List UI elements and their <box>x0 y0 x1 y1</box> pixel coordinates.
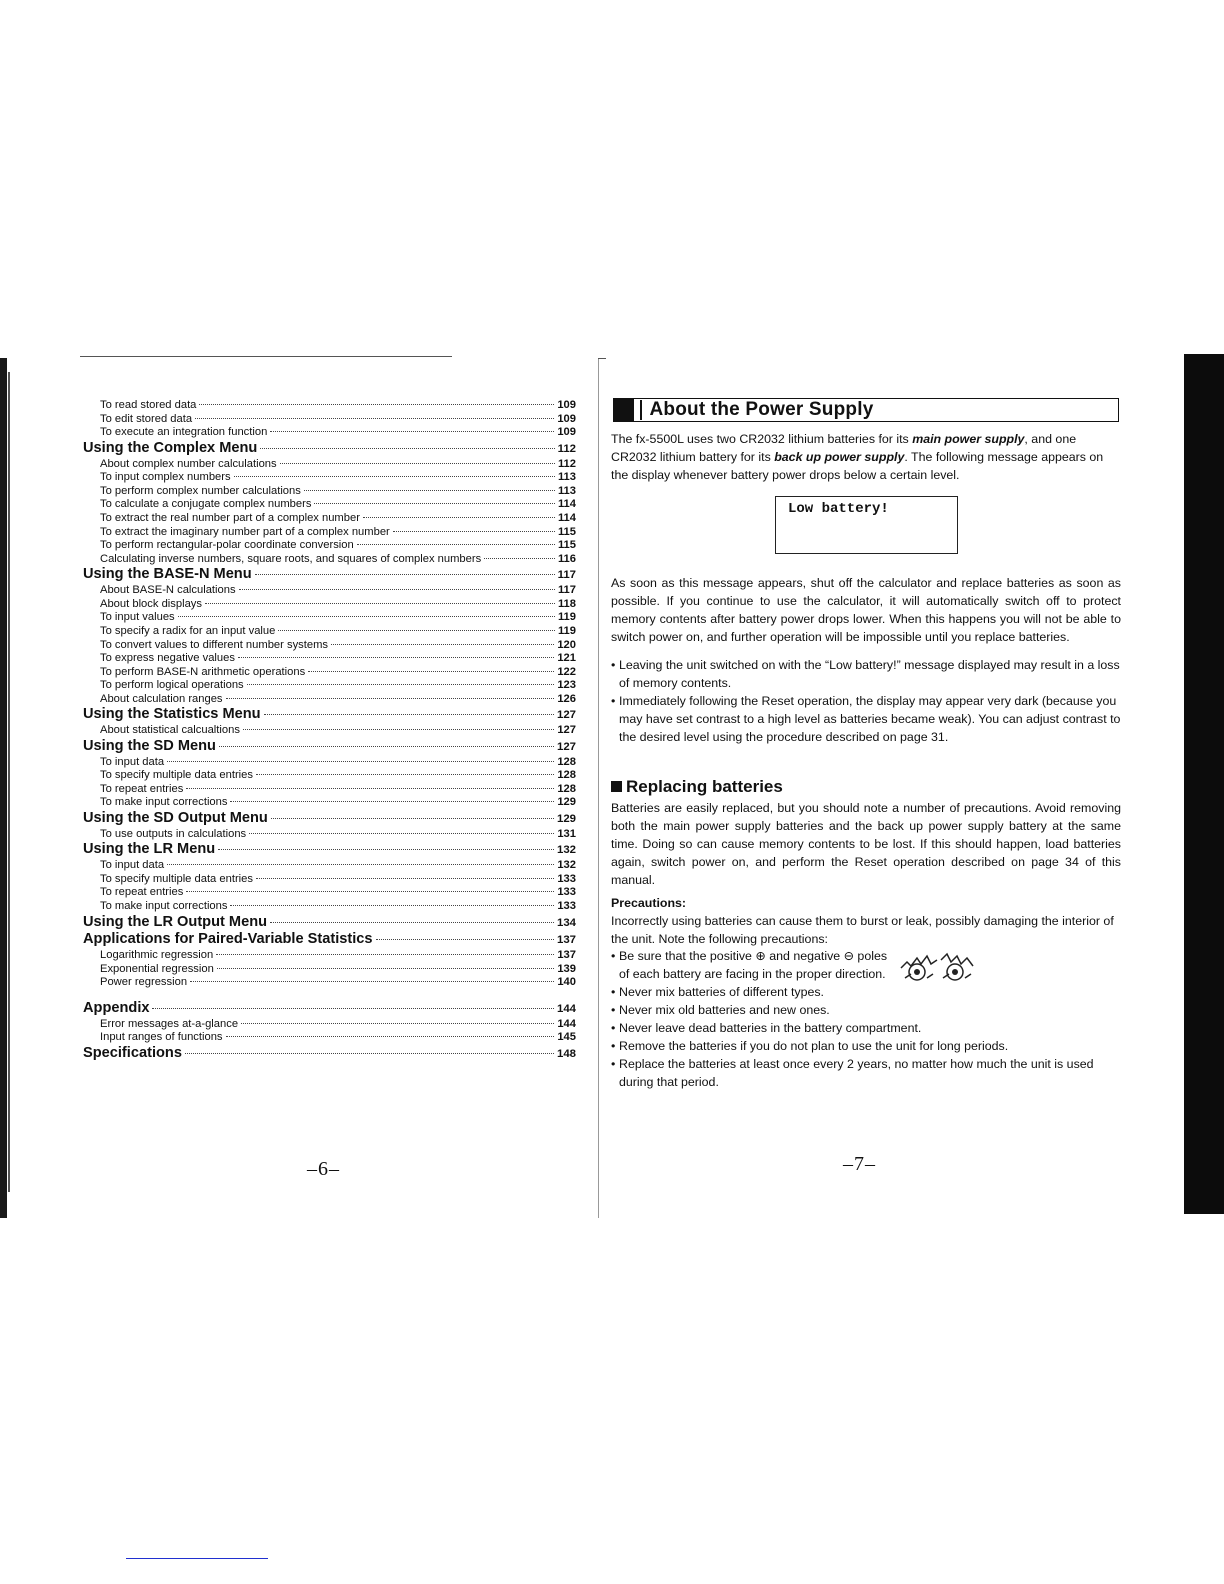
toc-entry <box>80 399 576 413</box>
toc-entry <box>80 873 576 887</box>
toc-title: About complex number calculations <box>100 457 277 470</box>
toc-title: Specifications <box>83 1044 182 1061</box>
toc-leader-dots <box>278 630 555 631</box>
page-divider-tick <box>598 358 606 359</box>
toc-entry <box>80 485 576 499</box>
toc-leader-dots <box>243 729 554 730</box>
toc-page: 109 <box>557 426 576 439</box>
toc-title: To make input corrections <box>100 900 228 912</box>
toc-title: Using the LR Menu <box>83 841 216 858</box>
toc-leader-dots <box>226 1036 555 1037</box>
replacing-heading-wrap <box>611 778 1121 796</box>
toc-entry <box>80 584 576 598</box>
toc-page: 132 <box>556 844 576 857</box>
toc-leader-dots <box>484 558 555 559</box>
toc-page: 115 <box>557 525 576 538</box>
toc-title: To perform rectangular-polar coordinate conversion <box>100 539 354 552</box>
intro-text-a: The fx-5500L uses two CR2032 lithium batteries for its <box>611 432 913 446</box>
toc-leader-dots <box>308 671 554 672</box>
toc-title: To input values <box>100 611 175 624</box>
toc-page: 119 <box>557 624 576 637</box>
toc-entry <box>80 859 576 873</box>
toc-page: 109 <box>557 399 576 411</box>
toc-page: 127 <box>556 740 576 753</box>
toc-title: Logarithmic regression <box>100 949 214 962</box>
toc-section <box>80 1045 576 1063</box>
toc-title: To extract the real number part of a complex number <box>100 511 360 524</box>
toc-leader-dots <box>167 864 554 865</box>
heading-block-marker <box>614 399 634 421</box>
toc-entry <box>80 976 576 990</box>
toc-title: To specify a radix for an input value <box>100 624 276 637</box>
toc-leader-dots <box>217 968 555 969</box>
toc-leader-dots <box>219 746 554 747</box>
toc-leader-dots <box>376 939 554 940</box>
toc-entry <box>80 769 576 783</box>
toc-leader-dots <box>205 603 555 604</box>
toc-entry <box>80 526 576 540</box>
toc-page: 109 <box>557 412 576 425</box>
toc-title: To execute an integration function <box>100 426 268 439</box>
toc-title: To repeat entries <box>100 886 184 899</box>
toc-leader-dots <box>230 801 554 802</box>
toc-title: To extract the imaginary number part of a complex number <box>100 525 390 538</box>
intro-backup-power: back up power supply <box>774 450 905 464</box>
toc-entry <box>80 796 576 810</box>
toc-page: 121 <box>557 652 576 665</box>
toc-page: 119 <box>557 611 576 624</box>
toc-page: 126 <box>557 692 576 705</box>
toc-page: 122 <box>557 665 576 678</box>
toc-entry <box>80 625 576 639</box>
toc-title: To make input corrections <box>100 796 228 809</box>
toc-section <box>80 1000 576 1018</box>
toc-page: 114 <box>557 511 576 524</box>
toc-leader-dots <box>199 404 554 405</box>
toc-title: Power regression <box>100 976 188 989</box>
toc-title: To perform BASE-N arithmetic operations <box>100 665 306 678</box>
toc-page: 145 <box>557 1031 576 1044</box>
toc-title: To input data <box>100 859 165 872</box>
toc-page: 117 <box>557 584 576 597</box>
toc-leader-dots <box>256 774 554 775</box>
precaution-item: • Never mix old batteries and new ones. <box>611 1001 1121 1019</box>
precaution-item: • Be sure that the positive ⊕ and negative ⊖ poles of each battery are facing in the proper direction. <box>611 947 899 983</box>
toc-title: To calculate a conjugate complex numbers <box>100 498 312 511</box>
toc-leader-dots <box>314 503 555 504</box>
toc-title: About BASE-N calculations <box>100 584 236 597</box>
precautions-heading <box>611 894 1121 912</box>
toc-entry <box>80 652 576 666</box>
toc-title: To specify multiple data entries <box>100 872 253 885</box>
toc-page: 148 <box>556 1047 576 1060</box>
toc-entry <box>80 471 576 485</box>
notes-list <box>611 656 1121 746</box>
toc-page: 128 <box>557 782 576 795</box>
page-number-right: –7– <box>843 1153 876 1175</box>
replacing-paragraph: Batteries are easily replaced, but you should note a number of precautions. Avoid removing both the main power supply batteries and the back up power supply battery at the same time. Doing so can cause memory contents to be lost. If this should happen, load batteries again, switch power on, and perform the Reset operation described on page 34 of this manual. <box>611 801 1121 887</box>
toc-entry <box>80 666 576 680</box>
section-heading: About the Power Supply <box>649 399 874 420</box>
toc-entry <box>80 413 576 427</box>
toc-leader-dots <box>393 531 555 532</box>
page-number-left: –6– <box>307 1158 340 1180</box>
toc-page: 128 <box>557 755 576 768</box>
toc-entry <box>80 611 576 625</box>
toc-page: 112 <box>557 442 576 455</box>
toc-leader-dots <box>241 1023 554 1024</box>
toc-section <box>80 738 576 756</box>
toc-entry <box>80 426 576 440</box>
toc-title: To perform logical operations <box>100 679 244 692</box>
toc-page: 129 <box>556 813 576 826</box>
toc-page: 137 <box>556 934 576 947</box>
toc-leader-dots <box>256 878 554 879</box>
toc-leader-dots <box>247 684 555 685</box>
page-edge-left <box>0 358 7 1218</box>
heading-bar <box>640 400 642 420</box>
toc-page: 127 <box>556 709 576 722</box>
toc-title: To edit stored data <box>100 412 193 425</box>
toc-title: Using the Statistics Menu <box>83 706 261 723</box>
page-divider <box>598 358 599 1218</box>
toc-page: 120 <box>557 638 576 651</box>
precaution-item: • Remove the batteries if you do not plan to use the unit for long periods. <box>611 1037 1121 1055</box>
toc-page: 129 <box>557 796 576 809</box>
toc-title: To use outputs in calculations <box>100 827 247 840</box>
precautions-intro: Incorrectly using batteries can cause them to burst or leak, possibly damaging the interior of the unit. Note the following precautions: <box>611 914 1114 946</box>
toc-entry <box>80 498 576 512</box>
toc-page: 132 <box>557 859 576 872</box>
toc-page: 144 <box>556 1002 576 1015</box>
display-message: Low battery! <box>788 501 889 517</box>
toc-entry <box>80 963 576 977</box>
battery-burst-illustration <box>897 948 979 984</box>
page-edge-left-inner <box>8 372 10 1192</box>
toc-entry <box>80 639 576 653</box>
toc-page: 113 <box>557 484 576 497</box>
toc-title: Using the SD Output Menu <box>83 810 268 827</box>
toc-title: Using the BASE-N Menu <box>83 566 252 583</box>
toc-leader-dots <box>271 818 554 819</box>
toc-page: 113 <box>557 471 576 484</box>
toc-leader-dots <box>178 616 555 617</box>
toc-leader-dots <box>270 431 554 432</box>
toc-page: 112 <box>557 457 576 470</box>
precaution-item: • Never leave dead batteries in the battery compartment. <box>611 1019 1121 1037</box>
toc-entry <box>80 756 576 770</box>
toc-title: Using the SD Menu <box>83 737 216 754</box>
toc-page: 131 <box>557 827 576 840</box>
toc-entry <box>80 949 576 963</box>
toc-leader-dots <box>331 644 554 645</box>
page-edge-right <box>1184 354 1224 1214</box>
toc-section <box>80 931 576 949</box>
toc-page: 140 <box>557 976 576 989</box>
toc-leader-dots <box>249 833 554 834</box>
toc-entry <box>80 724 576 738</box>
toc-entry <box>80 512 576 526</box>
toc-title: To input data <box>100 755 165 768</box>
toc-entry <box>80 679 576 693</box>
toc-leader-dots <box>239 589 555 590</box>
toc-title: Applications for Paired-Variable Statistics <box>83 931 373 948</box>
toc-title: About statistical calcualtions <box>100 724 240 737</box>
toc-leader-dots <box>195 418 554 419</box>
toc-title: Using the LR Output Menu <box>83 913 268 930</box>
toc-title: Exponential regression <box>100 962 214 975</box>
toc-entry <box>80 828 576 842</box>
toc-leader-dots <box>152 1008 554 1009</box>
toc-title: To express negative values <box>100 652 235 665</box>
toc-title: To convert values to different number systems <box>100 638 328 651</box>
toc-page: 127 <box>557 724 576 737</box>
toc-leader-dots <box>167 761 554 762</box>
toc-title: To perform complex number calculations <box>100 484 301 497</box>
toc-section <box>80 841 576 859</box>
toc-entry <box>80 539 576 553</box>
toc-title: To input complex numbers <box>100 471 231 484</box>
toc-leader-dots <box>185 1053 554 1054</box>
bottom-link-line <box>126 1558 268 1559</box>
section-heading-box <box>613 398 1119 422</box>
toc-page: 137 <box>557 949 576 962</box>
toc-title: To specify multiple data entries <box>100 769 253 782</box>
toc-entry <box>80 900 576 914</box>
toc-leader-dots <box>357 544 555 545</box>
toc-title: Input ranges of functions <box>100 1031 223 1044</box>
intro-text-e: . The following message appears on the display whenever battery power drops below a certain level. <box>611 450 1104 482</box>
intro-text-c: , and one CR2032 lithium battery for its <box>611 432 1077 464</box>
toc-leader-dots <box>230 905 554 906</box>
toc-leader-dots <box>264 714 554 715</box>
note-item: • Leaving the unit switched on with the “Low battery!” message displayed may result in a loss of memory contents. <box>611 656 1121 692</box>
toc-section <box>80 706 576 724</box>
toc-leader-dots <box>186 788 554 789</box>
replacing-heading <box>611 778 1121 796</box>
top-rule <box>80 356 452 357</box>
toc-entry <box>80 458 576 472</box>
toc-title: About block displays <box>100 597 202 610</box>
toc-page: 133 <box>557 900 576 912</box>
toc-section <box>80 566 576 584</box>
toc-title: To read stored data <box>100 399 197 411</box>
toc-section <box>80 810 576 828</box>
toc-page: 118 <box>557 597 576 610</box>
toc-leader-dots <box>363 517 555 518</box>
toc-entry <box>80 1031 576 1045</box>
toc-leader-dots <box>216 954 554 955</box>
toc-entry <box>80 886 576 900</box>
toc-leader-dots <box>226 698 555 699</box>
toc-entry <box>80 783 576 797</box>
toc-page: 117 <box>557 569 576 582</box>
toc-title: Error messages at-a-glance <box>100 1017 239 1030</box>
toc-page: 133 <box>557 886 576 899</box>
square-bullet-icon <box>611 781 622 792</box>
toc-entry <box>80 553 576 567</box>
precaution-item: • Never mix batteries of different types. <box>611 983 1121 1001</box>
precautions-list <box>611 947 1121 1091</box>
toc-title: About calculation ranges <box>100 692 223 705</box>
toc-leader-dots <box>218 849 554 850</box>
precautions-heading-text: Precautions: <box>611 896 687 910</box>
display-message-box <box>775 496 958 554</box>
toc-page: 144 <box>557 1017 576 1030</box>
toc-title: Appendix <box>83 999 150 1016</box>
toc-section <box>80 440 576 458</box>
replacing-heading-text: Replacing batteries <box>626 777 783 796</box>
toc-leader-dots <box>190 981 554 982</box>
toc-page: 139 <box>557 962 576 975</box>
toc-leader-dots <box>234 476 555 477</box>
toc-title: Using the Complex Menu <box>83 439 258 456</box>
toc-leader-dots <box>280 463 555 464</box>
toc-title: To repeat entries <box>100 782 184 795</box>
toc-leader-dots <box>255 574 555 575</box>
toc-entry <box>80 1018 576 1032</box>
intro-paragraph <box>611 430 1121 484</box>
toc-leader-dots <box>260 448 554 449</box>
toc-section <box>80 914 576 932</box>
toc-leader-dots <box>270 922 554 923</box>
toc-entry <box>80 693 576 707</box>
toc-page: 114 <box>557 498 576 511</box>
toc-leader-dots <box>304 490 555 491</box>
note-item: • Immediately following the Reset operation, the display may appear very dark (because you may have set contrast to a high level as batteries became weak). You can adjust contrast to the desired level using the procedure described on page 31. <box>611 692 1121 746</box>
toc-page: 134 <box>556 916 576 929</box>
toc-page: 133 <box>557 872 576 885</box>
table-of-contents <box>80 399 576 1063</box>
toc-page: 123 <box>557 679 576 692</box>
toc-page: 128 <box>557 769 576 782</box>
toc-leader-dots <box>186 891 554 892</box>
toc-entry <box>80 598 576 612</box>
battery-warning-paragraph: As soon as this message appears, shut off the calculator and replace batteries as soon as possible. If you continue to use the calculator, it will automatically switch off to protect memory contents after battery power drops lower. When this happens you will not be able to switch power on, and further operation will be impossible until you replace batteries. <box>611 576 1121 644</box>
toc-page: 116 <box>557 552 576 565</box>
intro-main-power: main power supply <box>912 432 1025 446</box>
toc-page: 115 <box>557 539 576 552</box>
toc-leader-dots <box>238 657 554 658</box>
toc-title: Calculating inverse numbers, square roots, and squares of complex numbers <box>100 552 482 565</box>
precaution-item: • Replace the batteries at least once every 2 years, no matter how much the unit is used during that period. <box>611 1055 1121 1091</box>
